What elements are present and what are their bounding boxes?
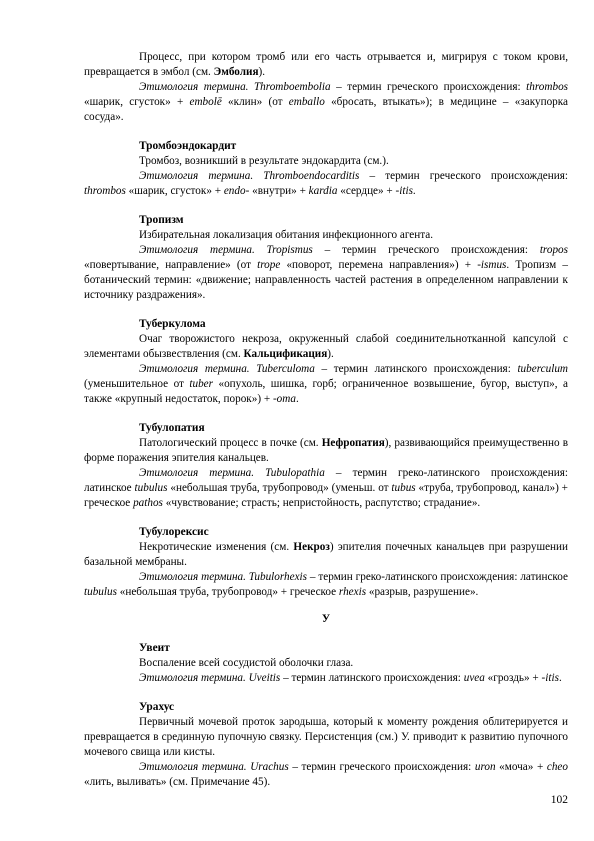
text-run: «шарик, сгусток» + bbox=[84, 96, 190, 108]
text-run: endo- bbox=[223, 185, 250, 197]
text-run: Этимология термина. Uveitis bbox=[139, 672, 281, 684]
entry-term: Тромбоэндокардит bbox=[139, 140, 237, 152]
page-content bbox=[84, 50, 568, 790]
section-letter: У bbox=[321, 613, 331, 625]
text-run: uron bbox=[474, 761, 496, 773]
text-run: thrombos bbox=[526, 81, 569, 93]
entry-etymology bbox=[84, 169, 568, 199]
text-run: «разрыв, разрушение». bbox=[366, 586, 479, 598]
text-run: Этимология термина. Thromboendocarditis bbox=[139, 170, 360, 182]
text-run: Избирательная локализация обитания инфекционного агента. bbox=[139, 229, 434, 241]
text-run: «лить, выливать» (см. Примечание 45). bbox=[84, 776, 271, 788]
dictionary-entry bbox=[84, 421, 568, 511]
text-run: . bbox=[412, 185, 416, 197]
entry-etymology bbox=[84, 671, 568, 686]
text-run: kardia bbox=[308, 185, 338, 197]
text-run: – термин греческого происхождения: bbox=[288, 761, 475, 773]
entry-definition bbox=[84, 332, 568, 362]
text-run: ). bbox=[258, 66, 266, 78]
text-run: Этимология термина. Thromboembolia bbox=[139, 81, 331, 93]
text-run: – термин греческого происхождения: bbox=[359, 170, 569, 182]
text-run: -ismus bbox=[477, 259, 507, 271]
page-number: 102 bbox=[550, 794, 568, 806]
entry-term: Увеит bbox=[139, 642, 170, 654]
text-run: «сердце» + bbox=[337, 185, 396, 197]
dictionary-entry bbox=[84, 641, 568, 686]
text-run: Этимология термина. Tuberculoma bbox=[139, 363, 315, 375]
text-run: Этимология термина. Tropismus bbox=[139, 244, 313, 256]
text-run: uvea bbox=[463, 672, 485, 684]
text-run: Тромбоз, возникший в результате эндокардита (см.). bbox=[139, 155, 389, 167]
text-run: Некроз bbox=[293, 541, 330, 553]
dictionary-entry bbox=[84, 700, 568, 790]
entry-etymology bbox=[84, 243, 568, 303]
text-run: – термин латинского происхождения: bbox=[314, 363, 518, 375]
text-run: – термин греко-латинского происхождения: латинское bbox=[307, 571, 568, 583]
entry-definition bbox=[84, 656, 568, 671]
text-run: ) эпителия почечных канальцев при разрушении базальной мембраны. bbox=[84, 541, 568, 568]
text-run: tubus bbox=[391, 482, 416, 494]
text-run: Эмболия bbox=[213, 66, 259, 78]
text-run: «поворот, перемена направления») + bbox=[280, 259, 478, 271]
entry-etymology bbox=[84, 80, 568, 125]
dictionary-entry bbox=[84, 317, 568, 407]
text-run: Очаг творожистого некроза, окруженный слабой соединительнотканной капсулой с элементами обызвествления (см. bbox=[84, 333, 568, 360]
text-run: tubulus bbox=[84, 586, 117, 598]
text-run: «небольшая труба, трубопровод» (уменьш. от bbox=[167, 482, 392, 494]
text-run: Патологический процесс в почке (см. bbox=[139, 437, 322, 449]
text-run: – термин латинского происхождения: bbox=[280, 672, 464, 684]
entry-term: Урахус bbox=[139, 701, 175, 713]
text-run: thrombos bbox=[84, 185, 126, 197]
text-run: – термин греческого происхождения: bbox=[312, 244, 540, 256]
entry-definition bbox=[84, 715, 568, 760]
entry-definition bbox=[84, 540, 568, 570]
text-run: «гроздь» + bbox=[484, 672, 542, 684]
text-run: «шарик, сгусток» + bbox=[125, 185, 224, 197]
text-run: . bbox=[295, 393, 299, 405]
entry-definition bbox=[84, 154, 568, 169]
text-run: -itis bbox=[395, 185, 413, 197]
text-run: Процесс, при котором тромб или его часть отрывается и, мигрируя с током крови, превращается в эмбол (см. bbox=[84, 51, 568, 78]
text-run: Нефропатия bbox=[321, 437, 385, 449]
text-run: – термин греческого происхождения: bbox=[330, 81, 527, 93]
text-run: Первичный мочевой проток зародыша, который к моменту рождения облитерируется и превращается в срединную пупочную связку. Персистенция (см.) У. приводит к развитию пупочного мочевого свища или кисты. bbox=[84, 716, 568, 758]
text-run: «чувствование; страсть; непристойность, распутство; страдание». bbox=[162, 497, 481, 509]
entry-term: Тубулопатия bbox=[139, 422, 205, 434]
text-run: tuberculum bbox=[517, 363, 568, 375]
text-run: -oma bbox=[272, 393, 296, 405]
entry-definition bbox=[84, 228, 568, 243]
text-run: «небольшая труба, трубопровод» + греческое bbox=[116, 586, 339, 598]
text-run: . bbox=[558, 672, 562, 684]
text-run: Воспаление всей сосудистой оболочки глаза. bbox=[139, 657, 354, 669]
text-run: cheo bbox=[546, 761, 568, 773]
text-run: . Тропизм – ботанический термин: «движение; направленность частей растения в определенном направлении к источнику раздражения». bbox=[84, 259, 568, 301]
text-run: Этимология термина. Urachus bbox=[139, 761, 289, 773]
text-run: – термин греко-латинского происхождения: латинское bbox=[84, 467, 568, 494]
text-run: «клин» (от bbox=[221, 96, 289, 108]
text-run: «опухоль, шишка, горб; ограниченное возвышение, бугор, выступ», а также «крупный недостаток, порок») + bbox=[84, 378, 568, 405]
text-run: embolē bbox=[189, 96, 222, 108]
dictionary-entry bbox=[84, 525, 568, 600]
dictionary-entry bbox=[84, 50, 568, 125]
text-run: «бросать, втыкать»); в медицине – «закупорка сосуда». bbox=[84, 96, 568, 123]
entry-etymology bbox=[84, 362, 568, 407]
text-run: emballo bbox=[288, 96, 325, 108]
text-run: Этимология термина. Tubulopathia bbox=[139, 467, 325, 479]
text-run: pathos bbox=[133, 497, 163, 509]
dictionary-entry bbox=[84, 139, 568, 199]
entry-etymology bbox=[84, 760, 568, 790]
entry-term: Туберкулома bbox=[139, 318, 206, 330]
text-run: tubulus bbox=[134, 482, 168, 494]
text-run: Кальцификация bbox=[243, 348, 328, 360]
text-run: -itis bbox=[541, 672, 559, 684]
entry-term: Тропизм bbox=[139, 214, 184, 226]
text-run: «труба, трубопровод, канал») + греческое bbox=[84, 482, 568, 509]
entry-definition bbox=[84, 50, 568, 80]
text-run: «повертывание, направление» (от bbox=[84, 259, 258, 271]
text-run: «внутри» + bbox=[249, 185, 309, 197]
text-run: rhexis bbox=[338, 586, 367, 598]
text-run: ), развивающийся преимущественно в форме поражения эпителия канальцев. bbox=[84, 437, 568, 464]
text-run: Этимология термина. Tubulorhexis bbox=[139, 571, 308, 583]
text-run: «моча» + bbox=[495, 761, 547, 773]
text-run: (уменьшительное от bbox=[84, 378, 190, 390]
entry-etymology bbox=[84, 466, 568, 511]
text-run: trope bbox=[257, 259, 281, 271]
entry-etymology bbox=[84, 570, 568, 600]
entry-term: Тубулорексис bbox=[139, 526, 209, 538]
dictionary-entry bbox=[84, 213, 568, 303]
text-run: tropos bbox=[539, 244, 568, 256]
text-run: tuber bbox=[189, 378, 214, 390]
text-run: Некротические изменения (см. bbox=[139, 541, 294, 553]
text-run: ). bbox=[327, 348, 334, 360]
entry-definition bbox=[84, 436, 568, 466]
